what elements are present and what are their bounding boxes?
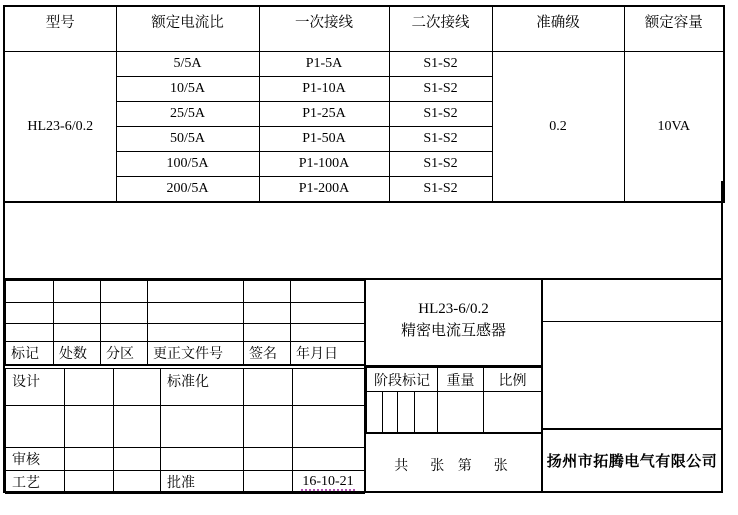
empty-cell — [293, 406, 365, 448]
empty-cell — [293, 448, 365, 471]
empty-cell — [438, 392, 484, 434]
product-model: HL23-6/0.2 — [418, 300, 489, 317]
sheet-info: 共 张 第 张 — [394, 458, 513, 474]
empty-cell — [54, 281, 101, 303]
spec-secondary: S1-S2 — [389, 52, 492, 77]
empty-cell — [6, 303, 54, 324]
company-cell — [543, 430, 721, 491]
revision-header-zone: 分区 — [101, 342, 148, 366]
empty-cell — [244, 324, 291, 342]
spec-header-accuracy: 准确级 — [492, 6, 624, 52]
empty-cell — [367, 392, 383, 434]
revision-table — [5, 280, 365, 366]
empty-cell — [54, 303, 101, 324]
empty-cell — [291, 303, 365, 324]
empty-cell — [543, 322, 721, 430]
stage-table — [366, 367, 542, 434]
empty-cell — [65, 448, 114, 471]
empty-cell — [114, 369, 161, 406]
empty-cell — [291, 281, 365, 303]
spec-ratio: 25/5A — [116, 102, 259, 127]
empty-cell — [244, 406, 293, 448]
spec-header-ratio: 额定电流比 — [116, 6, 259, 52]
stage-header-scale: 比例 — [484, 368, 542, 392]
empty-cell — [148, 324, 244, 342]
product-name: 精密电流互感器 — [400, 322, 506, 339]
empty-cell — [244, 448, 293, 471]
empty-cell — [244, 303, 291, 324]
empty-cell — [6, 406, 65, 448]
empty-cell — [65, 369, 114, 406]
spec-primary: P1-50A — [259, 127, 389, 152]
stage-header-weight: 重量 — [438, 368, 484, 392]
empty-cell — [114, 471, 161, 494]
spec-ratio: 100/5A — [116, 152, 259, 177]
empty-cell — [543, 280, 721, 322]
role-process: 工艺 — [6, 471, 65, 494]
empty-cell — [65, 471, 114, 494]
role-design: 设计 — [6, 369, 65, 406]
empty-cell — [148, 281, 244, 303]
empty-cell — [148, 303, 244, 324]
approval-table — [5, 368, 365, 494]
spec-table — [3, 5, 725, 203]
spec-ratio: 5/5A — [116, 52, 259, 77]
empty-cell — [244, 471, 293, 494]
revision-header-mark: 标记 — [6, 342, 54, 366]
spec-accuracy-value: 0.2 — [492, 52, 624, 203]
empty-cell — [415, 392, 438, 434]
spec-header-model: 型号 — [4, 6, 116, 52]
spec-header-secondary: 二次接线 — [389, 6, 492, 52]
product-title-cell — [366, 280, 541, 367]
spec-secondary: S1-S2 — [389, 152, 492, 177]
role-review: 审核 — [6, 448, 65, 471]
spec-primary: P1-25A — [259, 102, 389, 127]
empty-cell — [101, 324, 148, 342]
approval-date: 16-10-21 — [302, 474, 354, 489]
spec-primary: P1-200A — [259, 177, 389, 203]
empty-cell — [244, 369, 293, 406]
spec-header-primary: 一次接线 — [259, 6, 389, 52]
role-approve: 批准 — [161, 471, 244, 494]
spec-primary: P1-100A — [259, 152, 389, 177]
revision-header-signature: 签名 — [244, 342, 291, 366]
spec-secondary: S1-S2 — [389, 127, 492, 152]
empty-cell — [101, 281, 148, 303]
empty-cell — [114, 448, 161, 471]
spec-capacity-value: 10VA — [624, 52, 724, 203]
empty-cell — [6, 324, 54, 342]
empty-cell — [484, 392, 542, 434]
empty-cell — [65, 406, 114, 448]
empty-cell — [161, 406, 244, 448]
empty-cell — [291, 324, 365, 342]
revision-header-date: 年月日 — [291, 342, 365, 366]
empty-cell — [114, 406, 161, 448]
approval-date-cell — [293, 471, 365, 494]
empty-cell — [398, 392, 415, 434]
title-block-mid-column — [364, 280, 543, 491]
spec-primary: P1-5A — [259, 52, 389, 77]
empty-notes-area — [3, 181, 723, 278]
empty-cell — [6, 281, 54, 303]
empty-cell — [293, 369, 365, 406]
empty-cell — [244, 281, 291, 303]
spec-ratio: 200/5A — [116, 177, 259, 203]
empty-cell — [54, 324, 101, 342]
spec-ratio: 10/5A — [116, 77, 259, 102]
empty-cell — [161, 448, 244, 471]
spec-secondary: S1-S2 — [389, 77, 492, 102]
role-standardization: 标准化 — [161, 369, 244, 406]
title-block — [3, 278, 723, 493]
spec-header-capacity: 额定容量 — [624, 6, 724, 52]
stage-header-mark: 阶段标记 — [367, 368, 438, 392]
spec-model-value: HL23-6/0.2 — [4, 52, 116, 203]
title-block-right-column — [543, 280, 721, 491]
spec-secondary: S1-S2 — [389, 102, 492, 127]
spec-secondary: S1-S2 — [389, 177, 492, 203]
revision-header-doc-no: 更正文件号 — [148, 342, 244, 366]
empty-cell — [383, 392, 398, 434]
spec-ratio: 50/5A — [116, 127, 259, 152]
company-name: 扬州市拓腾电气有限公司 — [546, 453, 718, 470]
spec-primary: P1-10A — [259, 77, 389, 102]
revision-header-places: 处数 — [54, 342, 101, 366]
empty-cell — [101, 303, 148, 324]
